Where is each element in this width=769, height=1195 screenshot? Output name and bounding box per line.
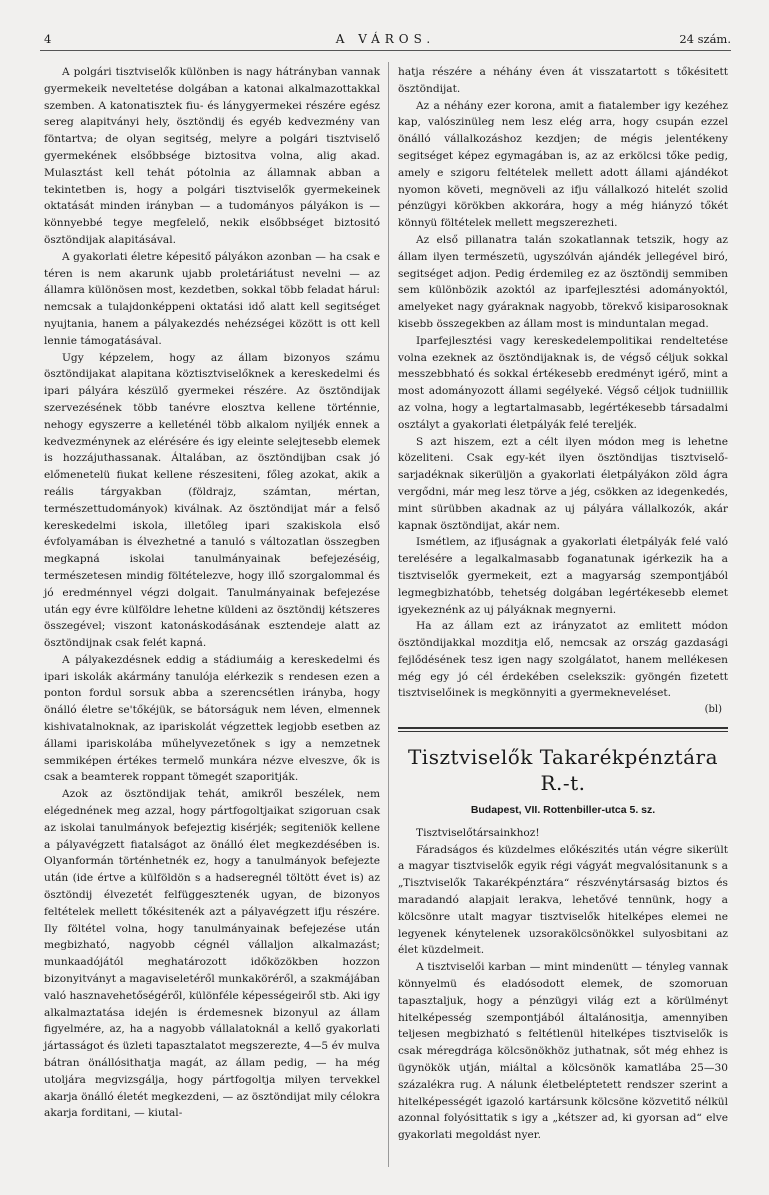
page-number: 4 — [44, 32, 52, 46]
left-paragraph: A gyakorlati életre képesitő pályákon azonban — ha csak e téren is nem akarunk ujabb proletáriátust nevelni — az államra különösen most, kezdetben, sokkal több feladat hárul: nemcsak a tulajdonképpeni oktatási idő alatt kell segitséget nyujtania, hanem a pályakezdés nehézségei között is ott kell lennie támogatásával. — [44, 250, 380, 347]
right-paragraph: Ha az állam ezt az irányzatot az emlitett módon ösztöndijakkal mozditja elő, nemcsak az ország gazdasági fejlődésének tesz igen nagy szolgálatot, hanem mellékesen még egy jó cél érdekében cselekszik: gyöngén fizetett tisztviselőinek is megkönnyiti a gyermekneveléset. — [398, 620, 728, 700]
left-paragraph: A polgári tisztviselők különben is nagy hátrányban vannak gyermekeik neveltetése dolgában a katonai alkalmazottakkal szemben. A katonatisztek fiu- és lánygyermekei részére egész sereg alapitványi hely, ösztöndij és egyéb kedvezmény van föntartva; de olyan segitség, melyre a polgári tisztviselő gyermekének elsőbbsége biztositva volna, alig akad. Mulasztást kell tehát pótolnia az államnak abban a tekintetben is, hogy a polgári tisztviselők gyermekeinek oktatását minden irányban — a tudományos pályákon is — könnyebbé tegye megfelelő, nekik elsőbbséget biztositó ösztöndijak alapitásával. — [44, 66, 380, 246]
bank-advert-title: Tisztviselők Takarékpénztára R.-t. — [407, 745, 719, 796]
page-header — [40, 32, 731, 51]
newspaper-title: A VÁROS. — [335, 32, 436, 46]
column-divider — [388, 62, 389, 1167]
right-paragraph: Az első pillanatra talán szokatlannak tetszik, hogy az állam ilyen természetü, ugyszólván ajándék jellegével biró, segitséget adjon. Pedig érdemileg ez az ösztöndij semmiben sem különbözik azoktól az iparfejlesztési adományoktól, amelyeket nagy gyáraknak nagyobb, törekvő kisiparosoknak kisebb összegekben az állam most is minduntalan megad. — [398, 233, 728, 330]
left-column — [44, 64, 380, 1122]
bank-greeting: Tisztviselőtársainkhoz! — [416, 826, 540, 839]
right-paragraph: Iparfejlesztési vagy kereskedelempolitikai rendeltetése volna ezeknek az ösztöndijaknak is, de végső céljuk sokkal messzebbható és sokkal értékesebb eredményt igérő, mint a most adományozott állami segélyeké. Végső céljok tudniillik az volna, hogy a legtartalmasabb, legértékesebb társadalmi osztályt a gyakorlati életpályák felé tereljék. — [398, 334, 728, 431]
left-paragraph: Azok az ösztöndijak tehát, amikről beszélek, nem elégednének meg azzal, hogy pártfogoltjaikat szigoruan csak az iskolai tanulmányok befejeztig kisérjék; segiteniök kellene a pályavégzett fiatalságot az önálló élet megkezdésében is. Olyanformán történhetnék ez, hogy a tanulmányok befejezte után (ide értve a külföldön s a hadseregnél töltött évet is) az ösztöndij élvezetét felfüggesztenék ugyan, de bizonyos feltételek mellett tőkésitenék azt a pályavégzett ifju részére. Ily föltétel volna, hogy tanulmányainak befejezése után megbizható, nagyobb cégnél vállaljon alkalmazást; munkaadójától meghatározott időközökben hozzon bizonyitványt a magaviseletéről munkaköréről, a szakmájában való hasznavehetőségéről, különféle képességeiről stb. Aki igy alkalmaztatása idején is érdemesnek bizonyul az állam figyelmére, az, ha a nagyobb vállalatoknál a kellő gyakorlati jártasságot és üzleti tapasztalatot megszerezte, 4—5 év mulva bátran önállósithatja magát, az állam pedig, — ha még utoljára megvizsgálja, hogy pártfogoltja milyen tervekkel akarja önálló életét megkezdeni, — az ösztöndijat mily célokra akarja forditani, — kiutal- — [44, 788, 380, 1120]
bank-paragraph: Fáradságos és küzdelmes előkészités után végre sikerült a magyar tisztviselők egyik régi vágyát megvalósitanunk s a „Tisztviselők Takarékpénztára“ részvénytársaság biztos és maradandó alapjait lerakva, lehetővé tennünk, hogy a kölcsönre utalt magyar tisztviselők hitelképes elemei ne legyenek kénytelenek uzsorakölcsönökkel sulyosbitani az élet küzdelmeit. — [398, 843, 728, 957]
author-signature: (bl) — [704, 704, 722, 716]
right-paragraph: S azt hiszem, ezt a célt ilyen módon meg is lehetne közeliteni. Csak egy-két ilyen ösztöndijas tisztviselő-sarjadéknak sikerüljön a gyakorlati életpályákon zöld ágra vergődni, már meg lesz törve a jég, csökken az idegenkedés, mint sürübben akadnak az uj pályára vállalkozók, akár kapnak ösztöndijat, akár nem. — [398, 435, 728, 532]
bank-paragraph: A tisztviselői karban — mint mindenütt — tényleg vannak könnyelmü és eladósodott elemek, de szomoruan tapasztaljuk, hogy a pénzügyi világ ezt a körülményt hitelképesség szempontjából általánositja, amennyiben teljesen megbizható s feltétlenül hitelképes tisztviselők is csak méregdrága kölcsönökhöz juthatnak, sőt még ehhez is ügynökök utján, miáltal a kölcsönök kamatlába 25—30 százalékra rug. A nálunk életbeléptetett rendszer szerint a hitelképességét igazoló kartársunk kölcsöne közvetitő nélkül azonnal folyósittatik s igy a „kétszer ad, ki gyorsan ad“ elve gyakorlati megoldást nyer. — [398, 961, 728, 1142]
right-paragraph: Az a néhány ezer korona, amit a fiatalember igy kezéhez kap, valószinüleg nem lesz elég arra, hogy csupán ezzel önálló vállalkozáshoz kezdjen; de mégis jelentékeny segitséget képez egymagában is, az az erkölcsi tőke pedig, amely e szigoru feltételek mellett adott állami ajándékot nyomon követi, megnöveli az ifju vállalkozó hitelét szolid pénzügyi körökben akkorára, hogy a még hiányzó tőkét könnyü föltételek mellett megszerezheti. — [398, 99, 728, 230]
bank-address: Budapest, VII. Rottenbiller-utca 5. sz. — [470, 804, 656, 817]
section-rule — [398, 727, 728, 732]
right-paragraph: Ismétlem, az ifjuságnak a gyakorlati életpályák felé való terelésére a legalkalmasabb foganatunak igérkezik ha a tisztviselők gyermekeit, ezt a magyarság szempontjából legmegbizhatóbb, tehetség dolgában legértékesebb elemet igyekeznénk az uj pályáknak megnyerni. — [398, 536, 728, 616]
left-paragraph: Ugy képzelem, hogy az állam bizonyos számu ösztöndijakat alapitana köztisztviselőknek a kereskedelmi és ipari pályára készülő gyermekei részére. Az ösztöndijak szervezésének több tanévre elosztva kellene történnie, nehogy egyszerre a kelleténél több alkalom nyiljék ennek a kedvezménynek az elérésére és igy eleinte selejtesebb elemek is hozzájuthassanak. Általában, az ösztöndijban csak jó előmenetelü fiukat kellene részesiteni, főleg azokat, akik a reális tárgyakban (földrajz, számtan, mértan, természettudományok) kiválnak. Az ösztöndijat már a felső kereskedelmi iskola, illetőleg ipari szakiskola első évfolyamában is élvezhetné a tanuló s változatlan összegben megkapná iskolai tanulmányainak befejezéséig, természetesen mindig föltételezve, hogy illő szorgalommal és jó eredménnyel végzi dolgait. Tanulmányainak befejezése után egy évre külföldre lehetne küldeni az ösztöndij kétszeres összegével; viszont katonáskodásának esztendeje alatt az ösztöndijnak csak felét kapná. — [44, 351, 380, 650]
left-paragraph: A pályakezdésnek eddig a stádiumáig a kereskedelmi és ipari iskolák akármány tanulója elérkezik s rendesen ezen a ponton fordul sorsuk abba a szerencsétlen irányba, hogy önálló életre se'tőkéjük, se bátorságuk nem léven, elmennek kishivatalnoknak, az ipariskolát végzettek legjobb esetben az állami ipariskolába műhelyvezetőnek s igy a nemzetnek semmiképen értékes termelő munkára nézve elveszve, ők is csak a beamterek roppant tömegét szaporitják. — [44, 653, 380, 784]
right-column — [398, 64, 728, 1144]
issue-number: 24 szám. — [679, 32, 731, 46]
right-paragraph: hatja részére a néhány éven át visszatartott s tőkésitett ösztöndijat. — [398, 66, 728, 95]
